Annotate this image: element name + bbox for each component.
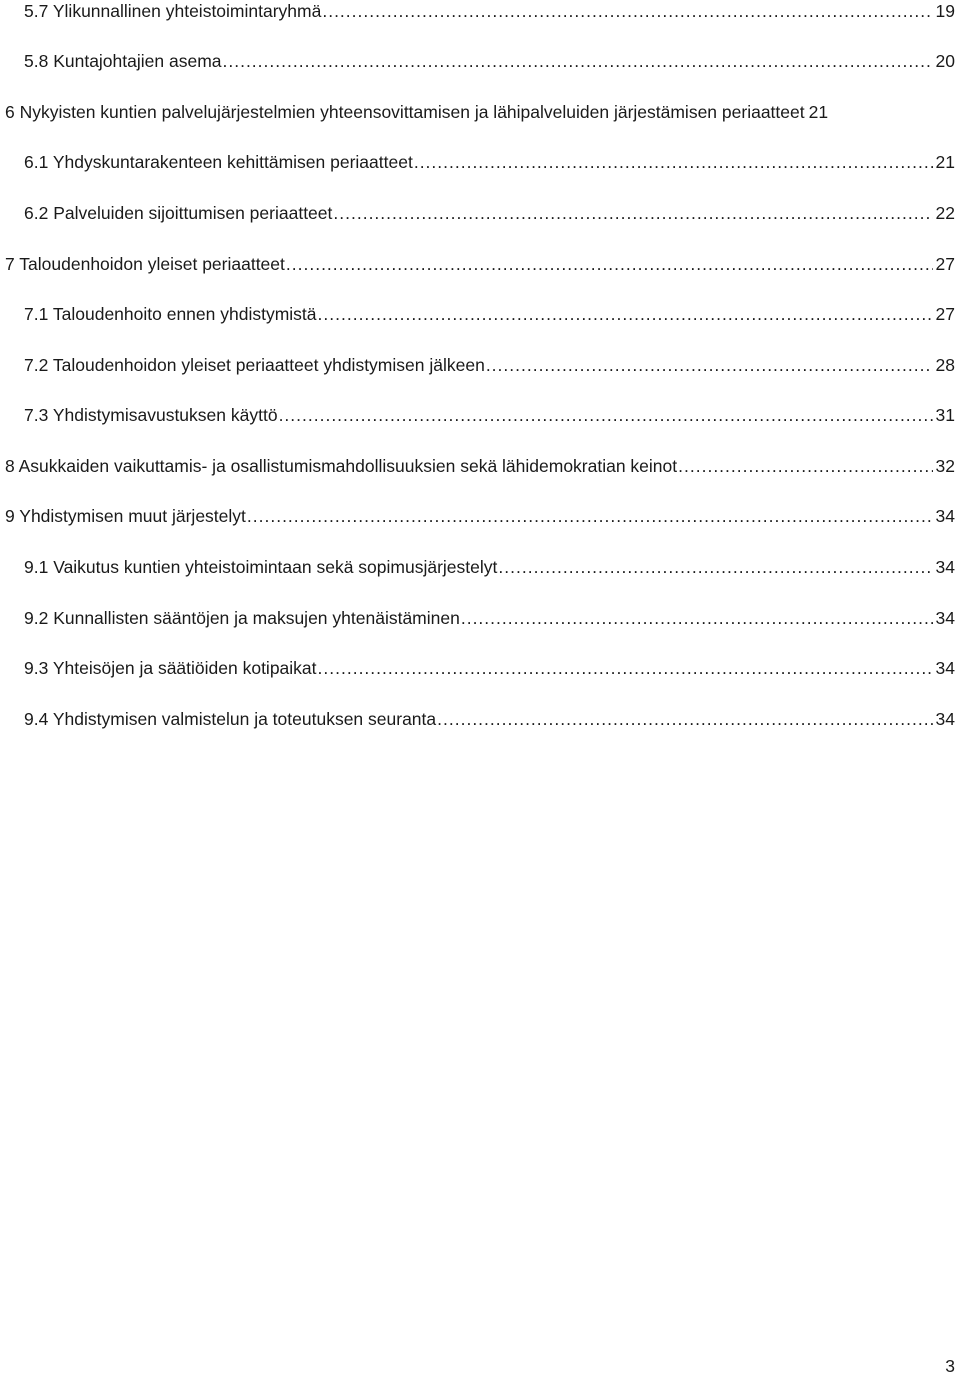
toc-entry-page: 20: [935, 51, 955, 71]
toc-entry-title: 7.2 Taloudenhoidon yleiset periaatteet yhdistymisen jälkeen: [24, 355, 485, 375]
toc-entry-page: 34: [935, 709, 955, 729]
toc-entry-title: 5.8 Kuntajohtajien asema: [24, 51, 222, 71]
toc-entry-page: 19: [935, 1, 955, 21]
toc-entry[interactable]: [0, 99, 955, 125]
toc-entry[interactable]: [0, 301, 955, 327]
toc-entry-title: 9 Yhdistymisen muut järjestelyt: [5, 506, 246, 526]
dot-leader: [318, 301, 933, 327]
toc-entry-page: 34: [935, 506, 955, 526]
toc-entry[interactable]: [0, 48, 955, 74]
toc-entry-page: 31: [935, 405, 955, 425]
toc-entry[interactable]: [0, 453, 955, 479]
toc-entry[interactable]: [0, 554, 955, 580]
toc-entry[interactable]: [0, 503, 955, 529]
toc-entry-page: 34: [935, 557, 955, 577]
dot-leader: [678, 453, 932, 479]
dot-leader: [247, 503, 933, 529]
toc-entry[interactable]: [0, 706, 955, 732]
toc-entry-title: 6.1 Yhdyskuntarakenteen kehittämisen periaatteet: [24, 152, 413, 172]
toc-entry-title: 8 Asukkaiden vaikuttamis- ja osallistumismahdollisuuksien sekä lähidemokratian keinot: [5, 456, 678, 476]
toc-entry-title: 7.1 Taloudenhoito ennen yhdistymistä: [24, 304, 317, 324]
toc-entry-page: 21: [808, 102, 829, 122]
toc-entry-page: 34: [935, 658, 955, 678]
dot-leader: [461, 605, 933, 631]
dot-leader: [318, 655, 933, 681]
toc-entry-page: 21: [935, 152, 955, 172]
dot-leader: [286, 251, 933, 277]
toc-entry-title: 6 Nykyisten kuntien palvelujärjestelmien yhteensovittamisen ja lähipalveluiden järjestämisen periaatteet: [5, 102, 805, 122]
toc-entry-page: 34: [935, 608, 955, 628]
page-number: 3: [945, 1356, 955, 1376]
toc-entry[interactable]: [0, 251, 955, 277]
dot-leader: [223, 48, 933, 74]
dot-leader: [333, 200, 932, 226]
dot-leader: [498, 554, 932, 580]
toc-entry[interactable]: [0, 352, 955, 378]
toc-entry[interactable]: [0, 655, 955, 681]
toc-entry-title: 6.2 Palveluiden sijoittumisen periaatteet: [24, 203, 333, 223]
dot-leader: [414, 149, 933, 175]
toc-entry[interactable]: [0, 605, 955, 631]
dot-leader: [486, 352, 933, 378]
toc-entry-title: 9.3 Yhteisöjen ja säätiöiden kotipaikat: [24, 658, 317, 678]
toc-entry-title: 7 Taloudenhoidon yleiset periaatteet: [5, 254, 285, 274]
toc-entry[interactable]: [0, 0, 955, 24]
dot-leader: [279, 402, 933, 428]
toc-entry-page: 32: [935, 456, 955, 476]
toc-entry-title: 9.4 Yhdistymisen valmistelun ja toteutuksen seuranta: [24, 709, 437, 729]
toc-entry-title: 9.2 Kunnallisten sääntöjen ja maksujen yhtenäistäminen: [24, 608, 460, 628]
toc-entry[interactable]: [0, 402, 955, 428]
toc-entry-page: 27: [935, 254, 955, 274]
toc-entry[interactable]: [0, 149, 955, 175]
dot-leader: [437, 706, 932, 732]
toc-entry-page: 27: [935, 304, 955, 324]
dot-leader: [322, 0, 932, 24]
toc-entry-page: 22: [935, 203, 955, 223]
toc-entry[interactable]: [0, 200, 955, 226]
toc-entry-page: 28: [935, 355, 955, 375]
toc-entry-title: 9.1 Vaikutus kuntien yhteistoimintaan sekä sopimusjärjestelyt: [24, 557, 498, 577]
toc-entry-title: 7.3 Yhdistymisavustuksen käyttö: [24, 405, 278, 425]
toc-entry-title: 5.7 Ylikunnallinen yhteistoimintaryhmä: [24, 1, 322, 21]
